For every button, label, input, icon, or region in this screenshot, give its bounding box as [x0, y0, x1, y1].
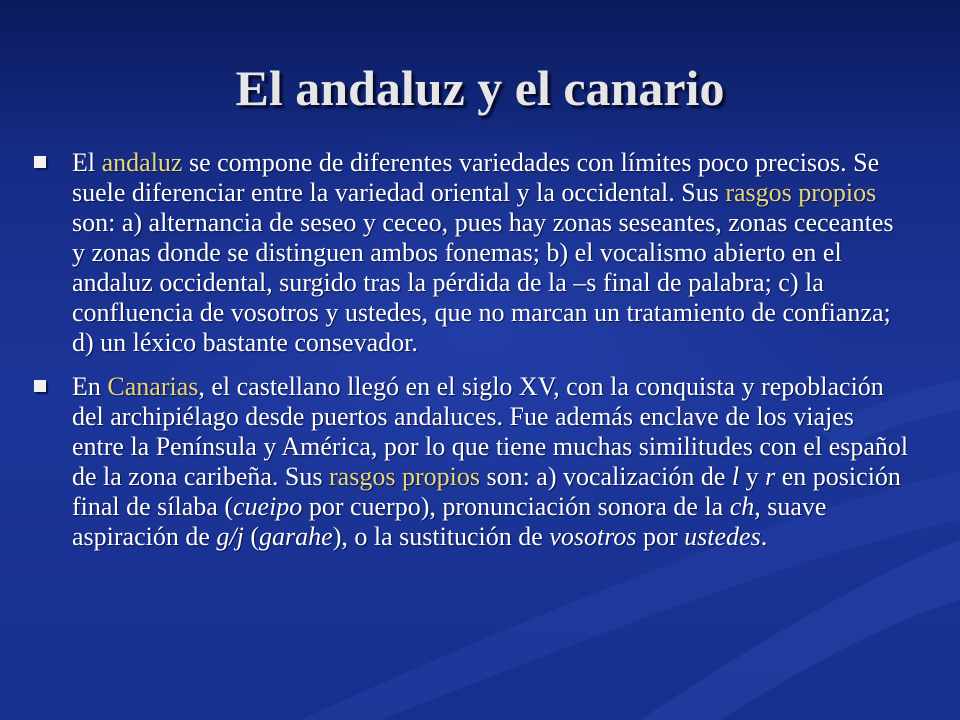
bullet-text: En — [72, 372, 108, 401]
bullet-text: se compone de diferentes variedades con límites poco precisos. Se suele diferenciar entre la variedad oriental y la occidental. Sus — [72, 148, 880, 207]
highlighted-term: andaluz — [101, 148, 183, 177]
square-bullet-icon — [34, 156, 46, 168]
square-bullet-icon — [34, 380, 46, 392]
highlighted-term: rasgos propios — [329, 462, 480, 491]
bullet-item — [32, 372, 912, 552]
bullet-text: ), o la sustitución de — [332, 522, 550, 551]
bullet-text: El — [72, 148, 102, 177]
slide-title: El andaluz y el canario — [235, 60, 725, 116]
italic-term: g/j — [216, 522, 244, 551]
bullet-text: son: a) alternancia de seseo y ceceo, pues hay zonas seseantes, zonas ceceantes y zonas donde se distinguen ambos fonemas; b) el vocalismo abierto en el andaluz occidental, surgido tras la pérdida de la –s final de palabra; c) la confluencia de vosotros y ustedes, que no marcan un tratamiento de confianza; d) un léxico bastante consevador. — [72, 208, 894, 357]
bullet-text: en posición final de sílaba ( — [72, 462, 901, 521]
highlighted-term: Canarias — [107, 372, 199, 401]
bullet-item — [32, 148, 912, 358]
italic-term: garahe — [259, 522, 333, 551]
bullet-text: ( — [243, 522, 260, 551]
italic-term: vosotros — [549, 522, 637, 551]
italic-term: l — [731, 462, 740, 491]
bullet-text: y — [739, 462, 766, 491]
bullet-list — [32, 148, 912, 566]
highlighted-term: rasgos propios — [725, 178, 877, 207]
italic-term: ch — [729, 492, 755, 521]
italic-term: ustedes — [684, 522, 761, 551]
bullet-text: , el castellano llegó en el siglo XV, con la conquista y repoblación del archipiélago desde puertos andaluces. Fue además enclave de los viajes entre la Península y América, por lo que tiene muchas similitudes con el español de la zona caribeña. Sus — [72, 372, 909, 491]
bullet-text: por cuerpo), pronunciación sonora de la — [302, 492, 730, 521]
bullet-text: son: a) vocalización de — [479, 462, 732, 491]
bullet-text: , suave aspiración de — [72, 492, 827, 551]
bullet-text: por — [636, 522, 685, 551]
bullet-text: . — [760, 522, 768, 551]
italic-term: r — [765, 462, 776, 491]
italic-term: cueipo — [233, 492, 303, 521]
